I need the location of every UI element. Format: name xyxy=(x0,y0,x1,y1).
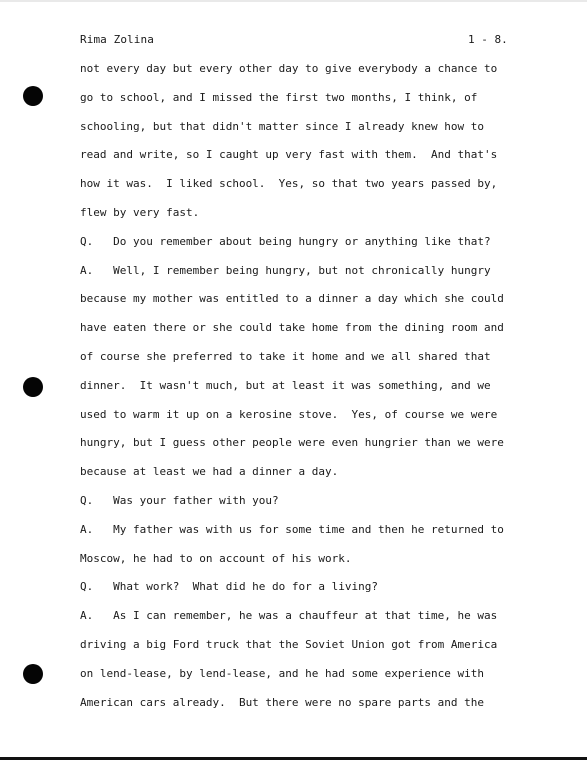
transcript-line: used to warm it up on a kerosine stove. Yes, of course we were xyxy=(80,407,498,421)
transcript-line: go to school, and I missed the first two months, I think, of xyxy=(80,90,478,104)
transcript-line: because my mother was entitled to a dinner a day which she could xyxy=(80,292,504,306)
transcript-line: read and write, so I caught up very fast with them. And that's xyxy=(80,148,498,162)
transcript-line: driving a big Ford truck that the Soviet Union got from America xyxy=(80,637,498,651)
transcript-line: hungry, but I guess other people were even hungrier than we were xyxy=(80,436,504,450)
question-line: Q. What work? What did he do for a living? xyxy=(80,580,379,594)
transcript-line: American cars already. But there were no spare parts and the xyxy=(80,695,484,709)
transcript-line: flew by very fast. xyxy=(80,205,200,219)
transcript-line: on lend-lease, by lend-lease, and he had some experience with xyxy=(80,666,484,680)
binder-hole-icon xyxy=(23,664,43,684)
answer-line: A. As I can remember, he was a chauffeur at that time, he was xyxy=(80,609,498,623)
question-line: Q. Was your father with you? xyxy=(80,493,279,507)
top-scan-edge xyxy=(0,0,587,2)
transcript-line: Moscow, he had to on account of his work. xyxy=(80,551,352,565)
transcript-line: how it was. I liked school. Yes, so that two years passed by, xyxy=(80,177,498,191)
answer-line: A. My father was with us for some time and then he returned to xyxy=(80,522,504,536)
transcript-line: of course she preferred to take it home and we all shared that xyxy=(80,349,491,363)
transcript-line: dinner. It wasn't much, but at least it was something, and we xyxy=(80,378,491,392)
transcript-line: because at least we had a dinner a day. xyxy=(80,465,339,479)
binder-hole-icon xyxy=(23,377,43,397)
transcript-line: schooling, but that didn't matter since I already knew how to xyxy=(80,119,484,133)
transcript-body xyxy=(80,61,560,723)
question-line: Q. Do you remember about being hungry or anything like that? xyxy=(80,234,491,248)
interviewee-name: Rima Zolina xyxy=(80,33,154,46)
page-number: 1 - 8. xyxy=(468,33,508,46)
transcript-line: have eaten there or she could take home from the dining room and xyxy=(80,321,504,335)
binder-hole-icon xyxy=(23,86,43,106)
answer-line: A. Well, I remember being hungry, but not chronically hungry xyxy=(80,263,491,277)
transcript-line: not every day but every other day to give everybody a chance to xyxy=(80,62,498,75)
